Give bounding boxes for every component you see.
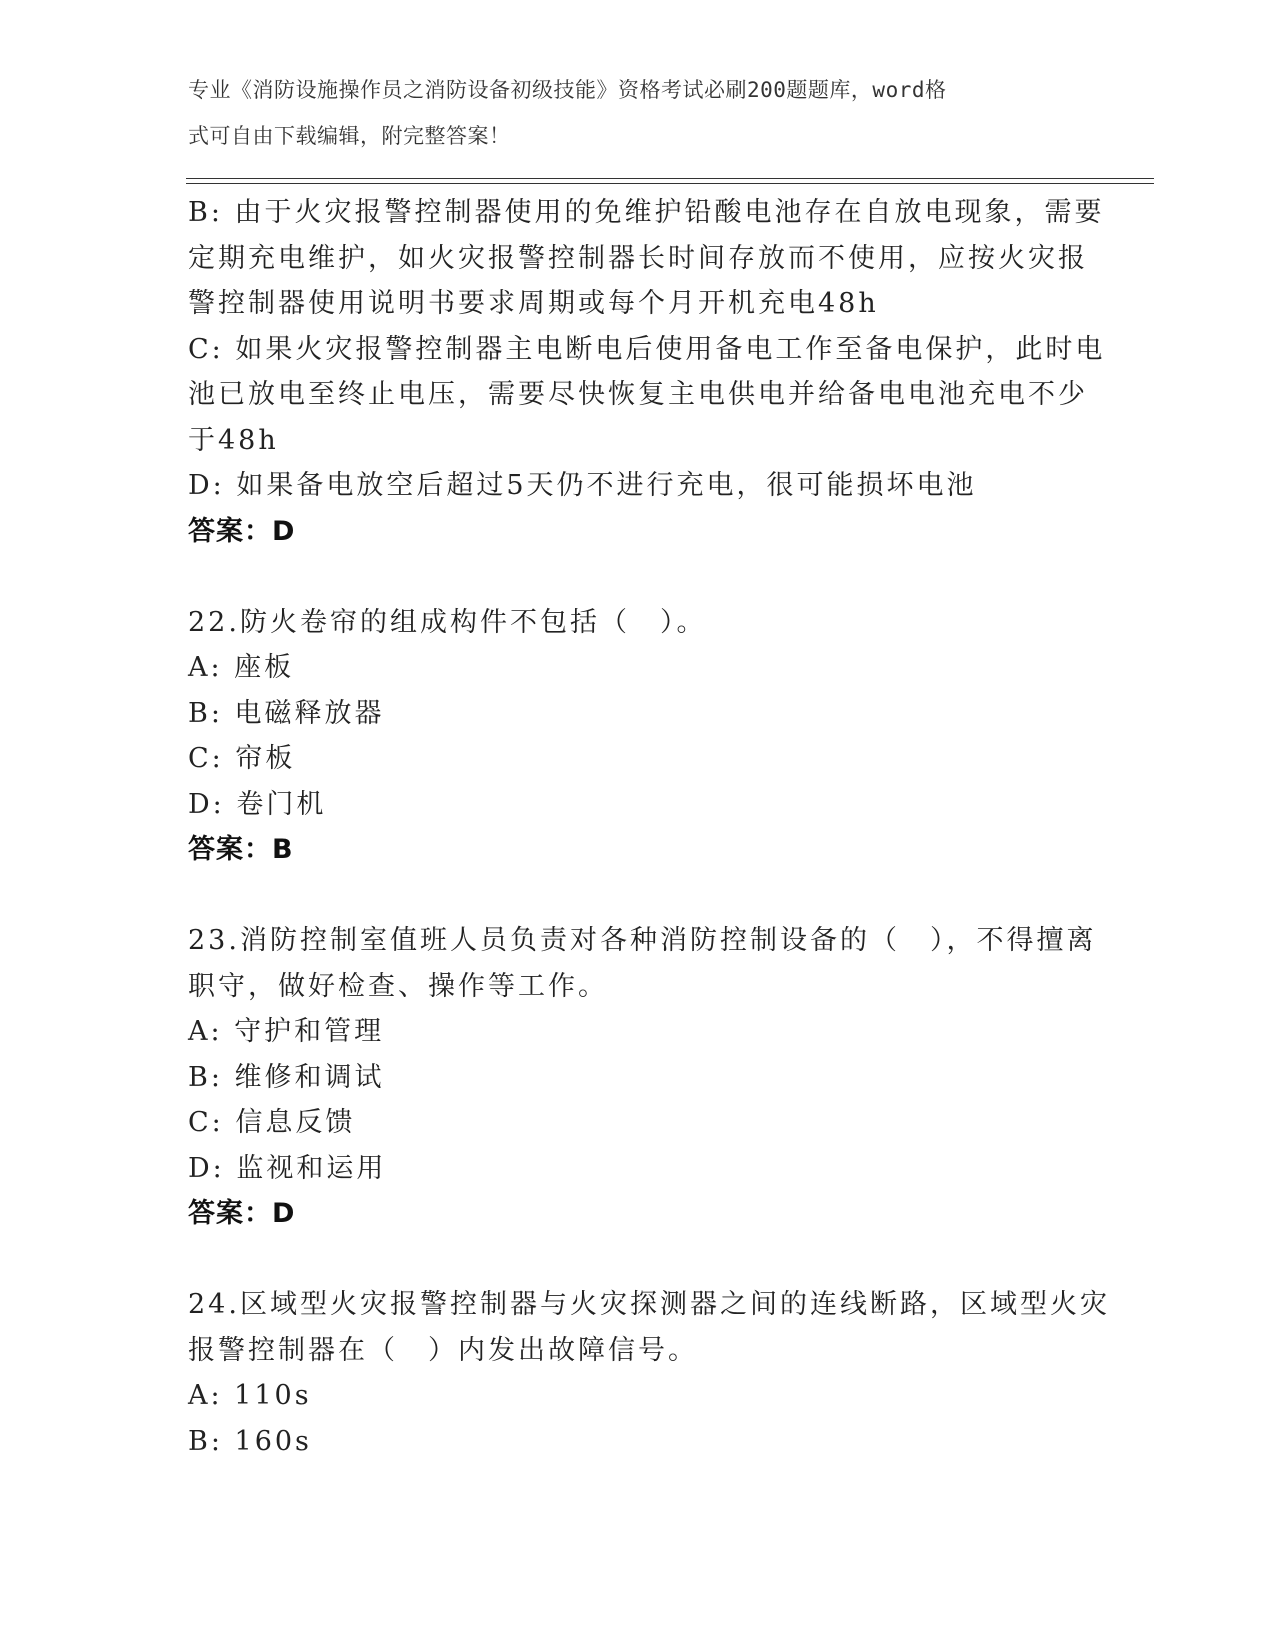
document-header	[188, 74, 1068, 165]
question-22	[188, 600, 1088, 873]
question-stem-line-2: 职守，做好检查、操作等工作。	[188, 970, 608, 1002]
option-b-line-3: 警控制器使用说明书要求周期或每个月开机充电48h	[188, 288, 879, 319]
option-a: A: 110s	[188, 1380, 312, 1411]
question-23	[188, 918, 1097, 1237]
option-d: D: 卷门机	[188, 788, 327, 820]
spacer	[188, 554, 1088, 600]
header-divider-bottom	[186, 183, 1154, 184]
option-c-line-2: 池已放电至终止电压，需要尽快恢复主电供电并给备电电池充电不少	[188, 379, 1088, 410]
question-stem: 22.防火卷帘的组成构件不包括（ ）。	[188, 606, 707, 638]
option-b-line-2: 定期充电维护，如火灾报警控制器长时间存放而不使用，应按火灾报	[188, 242, 1088, 274]
option-d: D: 如果备电放空后超过5天仍不进行充电，很可能损坏电池	[188, 470, 977, 501]
option-a: A: 守护和管理	[188, 1016, 385, 1047]
option-d: D: 监视和运用	[188, 1152, 387, 1184]
option-b-line-1: B: 由于火灾报警控制器使用的免维护铅酸电池存在自放电现象，需要	[188, 197, 1105, 228]
option-b: B: 160s	[188, 1425, 312, 1457]
option-a: A: 座板	[188, 652, 295, 683]
answer-label: 答案：D	[188, 515, 296, 547]
question-stem-line-1: 24.区域型火灾报警控制器与火灾探测器之间的连线断路，区域型火灾	[188, 1289, 1110, 1320]
spacer	[188, 873, 1088, 919]
header-line-2: 式可自由下载编辑，附完整答案！	[188, 123, 511, 148]
question-stem-line-2: 报警控制器在（ ）内发出故障信号。	[188, 1334, 698, 1366]
question-24	[188, 1282, 1110, 1464]
question-body	[188, 190, 1110, 1464]
header-divider-top	[186, 178, 1154, 179]
option-c-line-3: 于48h	[188, 424, 279, 456]
answer-label: 答案：B	[188, 834, 294, 865]
continued-question-21	[188, 190, 1106, 554]
header-line-1: 专业《消防设施操作员之消防设备初级技能》资格考试必刷200题题库，word格	[188, 78, 947, 102]
option-b: B: 维修和调试	[188, 1061, 385, 1093]
answer-label: 答案：D	[188, 1198, 296, 1229]
option-b: B: 电磁释放器	[188, 697, 385, 729]
option-c: C: 信息反馈	[188, 1107, 356, 1138]
question-stem-line-1: 23.消防控制室值班人员负责对各种消防控制设备的（ ），不得擅离	[188, 925, 1097, 956]
spacer	[188, 1237, 1088, 1283]
option-c-line-1: C: 如果火灾报警控制器主电断电后使用备电工作至备电保护，此时电	[188, 333, 1106, 365]
option-c: C: 帘板	[188, 743, 296, 774]
